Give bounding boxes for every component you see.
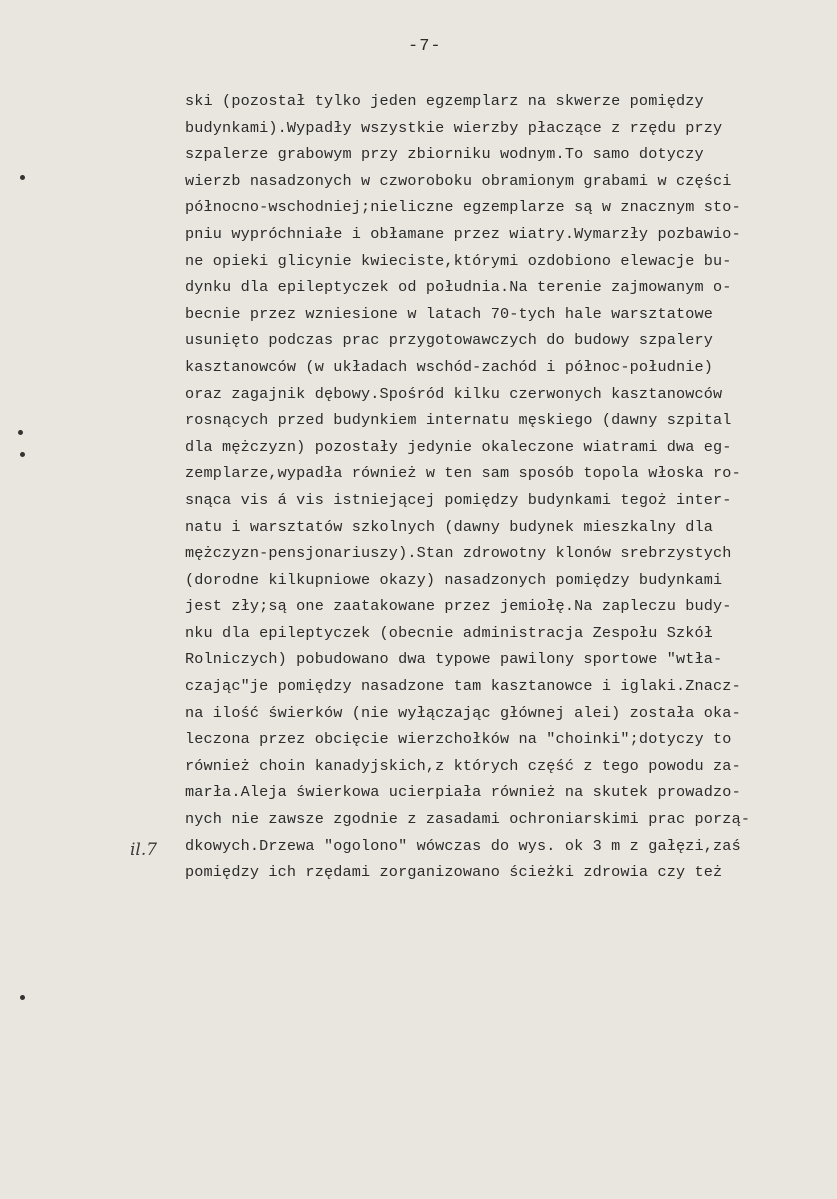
text-line: marła.Aleja świerkowa ucierpiała również na skutek prowadzo- [185, 783, 741, 802]
text-line: nku dla epileptyczek (obecnie administracja Zespołu Szkół [185, 623, 714, 642]
text-line: Rolniczych) pobudowano dwa typowe pawilony sportowe "wtła- [185, 650, 723, 669]
punch-mark [18, 430, 23, 435]
text-line: nych nie zawsze zgodnie z zasadami ochroniarskimi prac porzą- [185, 810, 751, 829]
text-line: dkowych.Drzewa "ogolono" wówczas do wys. ok 3 m z gałęzi,zaś [185, 836, 741, 855]
body-text [185, 88, 785, 886]
text-line: pniu wypróchniałe i obłamane przez wiatry.Wymarzły pozbawio- [185, 224, 741, 243]
text-line: ne opieki glicynie kwieciste,którymi ozdobiono elewacje bu- [185, 251, 732, 270]
text-line: dla mężczyzn) pozostały jedynie okaleczone wiatrami dwa eg- [185, 437, 732, 456]
text-line: natu i warsztatów szkolnych (dawny budynek mieszkalny dla [185, 517, 714, 536]
text-line: leczona przez obcięcie wierzchołków na "choinki";dotyczy to [185, 730, 732, 749]
text-line: usunięto podczas prac przygotowawczych do budowy szpalery [185, 331, 714, 350]
text-line: również choin kanadyjskich,z których część z tego powodu za- [185, 756, 741, 775]
text-line: wierzb nasadzonych w czworoboku obramionym grabami w części [185, 171, 732, 190]
punch-mark [20, 175, 25, 180]
text-line: ski (pozostał tylko jeden egzemplarz na skwerze pomiędzy [185, 92, 704, 110]
text-line: jest zły;są one zaatakowane przez jemiołę.Na zapleczu budy- [185, 597, 732, 616]
text-line: pomiędzy ich rzędami zorganizowano ścieżki zdrowia czy też [185, 863, 723, 882]
page-number: -7- [408, 37, 442, 56]
handwritten-margin-note: il.7 [130, 840, 158, 860]
text-line: północno-wschodniej;nieliczne egzemplarze są w znacznym sto- [185, 198, 741, 217]
text-line: kasztanowców (w układach wschód-zachód i północ-południe) [185, 357, 714, 376]
text-line: dynku dla epileptyczek od południa.Na terenie zajmowanym o- [185, 278, 732, 297]
text-line: mężczyzn-pensjonariuszy).Stan zdrowotny klonów srebrzystych [185, 544, 732, 563]
text-line: czając"je pomiędzy nasadzone tam kasztanowce i iglaki.Znacz- [185, 677, 741, 696]
text-line: rosnących przed budynkiem internatu męskiego (dawny szpital [185, 411, 732, 430]
text-line: oraz zagajnik dębowy.Spośród kilku czerwonych kasztanowców [185, 384, 723, 403]
text-line: zemplarze,wypadła również w ten sam sposób topola włoska ro- [185, 464, 741, 483]
text-line: becnie przez wzniesione w latach 70-tych hale warsztatowe [185, 304, 714, 323]
text-line: (dorodne kilkupniowe okazy) nasadzonych pomiędzy budynkami [185, 570, 723, 589]
text-line: budynkami).Wypadły wszystkie wierzby płaczące z rzędu przy [185, 118, 723, 137]
punch-mark [20, 452, 25, 457]
punch-mark [20, 995, 25, 1000]
text-line: szpalerze grabowym przy zbiorniku wodnym.To samo dotyczy [185, 145, 704, 164]
text-line: snąca vis á vis istniejącej pomiędzy budynkami tegoż inter- [185, 490, 732, 509]
text-line: na ilość świerków (nie wyłączając głównej alei) została oka- [185, 703, 741, 722]
